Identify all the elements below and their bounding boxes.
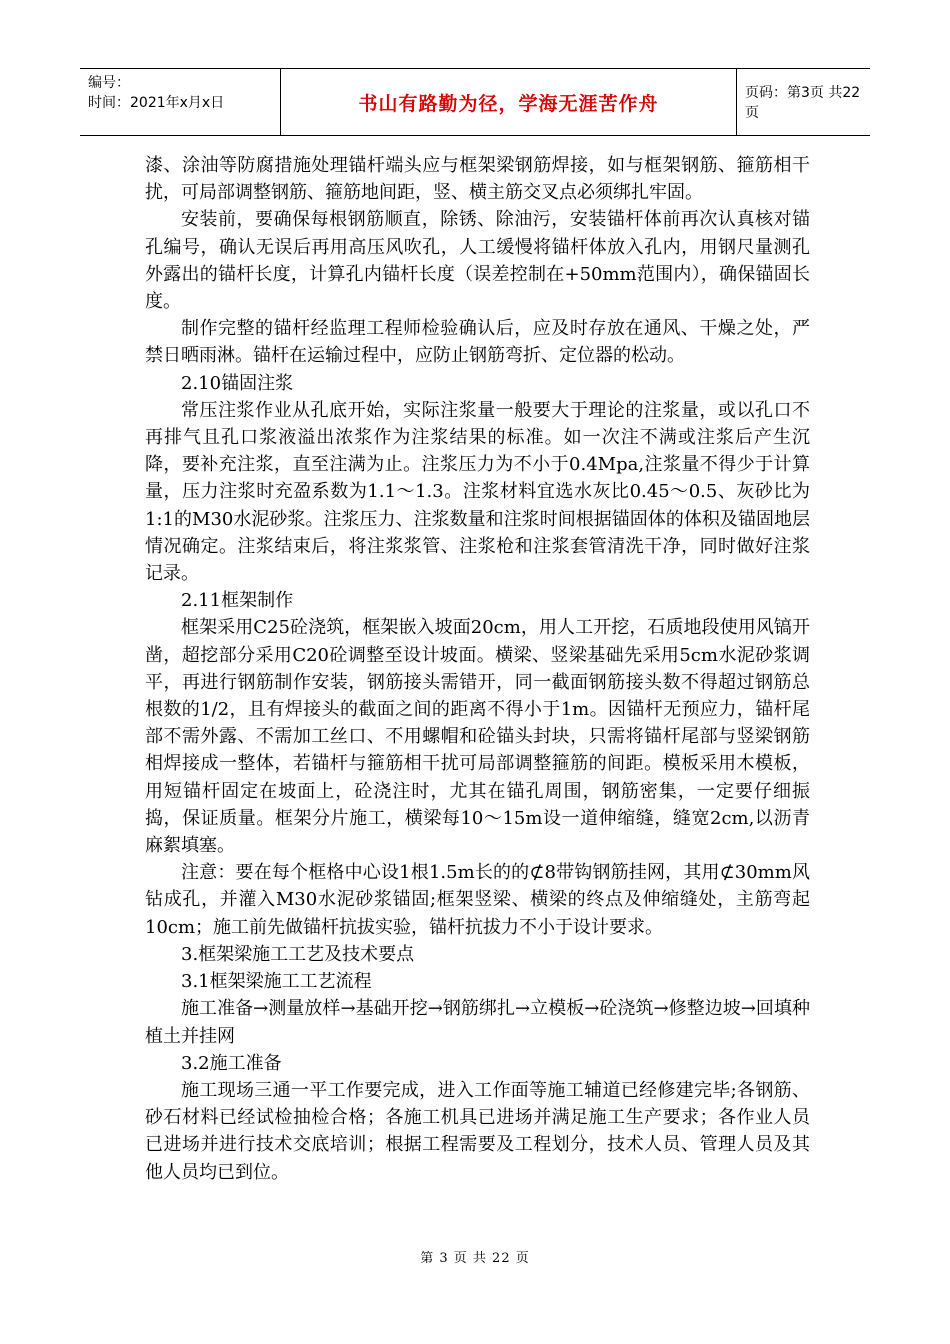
- section-heading: 3.1框架梁施工工艺流程: [181, 971, 372, 993]
- section-heading: 2.10锚固注浆: [181, 372, 294, 394]
- header-meta: [80, 69, 281, 135]
- section-heading: 2.11框架制作: [181, 590, 294, 612]
- body-paragraph: 制作完整的锚杆经监理工程师检验确认后，应及时存放在通风、干燥之处，严禁日晒雨淋。锚杆在运输过程中，应防止钢筋弯折、定位器的松动。: [145, 318, 810, 367]
- body-paragraph: 安装前，要确保每根钢筋顺直，除锈、除油污，安装锚杆体前再次认真核对锚孔编号，确认无误后再用高压风吹孔，人工缓慢将锚杆体放入孔内，用钢尺量测孔外露出的锚杆长度，计算孔内锚杆长度（误差控制在+50mm范围内），确保锚固长度。: [145, 209, 810, 313]
- header-page-info-cell: [737, 69, 870, 135]
- page-footer: 第 3 页 共 22 页: [420, 1251, 530, 1266]
- document-body: [145, 152, 810, 1186]
- header-motto: 书山有路勤为径，学海无涯苦作舟: [358, 92, 659, 115]
- section-heading: 3.2施工准备: [181, 1052, 282, 1074]
- section-heading: 3.框架梁施工工艺及技术要点: [181, 943, 415, 965]
- body-paragraph: 注意：要在每个框格中心设1根1.5m长的的⊄8带钩钢筋挂网，其用⊄30mm风钻成孔，并灌入M30水泥砂浆锚固;框架竖梁、横梁的终点及伸缩缝处，主筋弯起10cm；施工前先做锚杆抗拔实验，锚杆抗拔力不小于设计要求。: [145, 862, 810, 938]
- body-paragraph: 常压注浆作业从孔底开始，实际注浆量一般要大于理论的注浆量，或以孔口不再排气且孔口浆液溢出浓浆作为注浆结果的标准。如一次注不满或注浆后产生沉降，要补充注浆，直至注满为止。注浆压力为不小于0.4Mpa,注浆量不得少于计算量，压力注浆时充盈系数为1.1～1.3。注浆材料宜选水灰比0.45～0.5、灰砂比为1:1的M30水泥砂浆。注浆压力、注浆数量和注浆时间根据锚固体的体积及锚固地层情况确定。注浆结束后，将注浆浆管、注浆枪和注浆套管清洗干净，同时做好注浆记录。: [145, 399, 810, 585]
- document-number: 编号：: [88, 75, 130, 91]
- page-header: [80, 68, 870, 136]
- header-page-info: 页码：第3页 共22页: [745, 85, 861, 121]
- header-motto-cell: [281, 69, 737, 135]
- body-paragraph: 框架采用C25砼浇筑，框架嵌入坡面20cm，用人工开挖，石质地段使用风镐开凿，超挖部分采用C20砼调整至设计坡面。横梁、竖梁基础先采用5cm水泥砂浆调平，再进行钢筋制作安装，钢筋接头需错开，同一截面钢筋接头数不得超过钢筋总根数的1/2，且有焊接头的截面之间的距离不得小于1m。因锚杆无预应力，锚杆尾部不需外露、不需加工丝口、不用螺帽和砼锚头封块，只需将锚杆尾部与竖梁钢筋相焊接成一整体，若锚杆与箍筋相干扰可局部调整箍筋的间距。模板采用木模板，用短锚杆固定在坡面上，砼浇注时，尤其在锚孔周围，钢筋密集，一定要仔细振捣，保证质量。框架分片施工，横梁每10～15m设一道伸缩缝，缝宽2cm,以沥青麻絮填塞。: [145, 617, 810, 857]
- document-time: 时间：2021年x月x日: [88, 95, 225, 111]
- body-paragraph: 施工现场三通一平工作要完成，进入工作面等施工辅道已经修建完毕;各钢筋、砂石材料已经试检抽检合格；各施工机具已进场并满足施工生产要求；各作业人员已进场并进行技术交底培训；根据工程需要及工程划分，技术人员、管理人员及其他人员均已到位。: [145, 1079, 810, 1183]
- body-paragraph: 漆、涂油等防腐措施处理锚杆端头应与框架梁钢筋焊接，如与框架钢筋、箍筋相干扰，可局部调整钢筋、箍筋地间距，竖、横主筋交叉点必须绑扎牢固。: [145, 155, 810, 204]
- body-paragraph: 施工准备→测量放样→基础开挖→钢筋绑扎→立模板→砼浇筑→修整边坡→回填种植土并挂网: [145, 998, 810, 1047]
